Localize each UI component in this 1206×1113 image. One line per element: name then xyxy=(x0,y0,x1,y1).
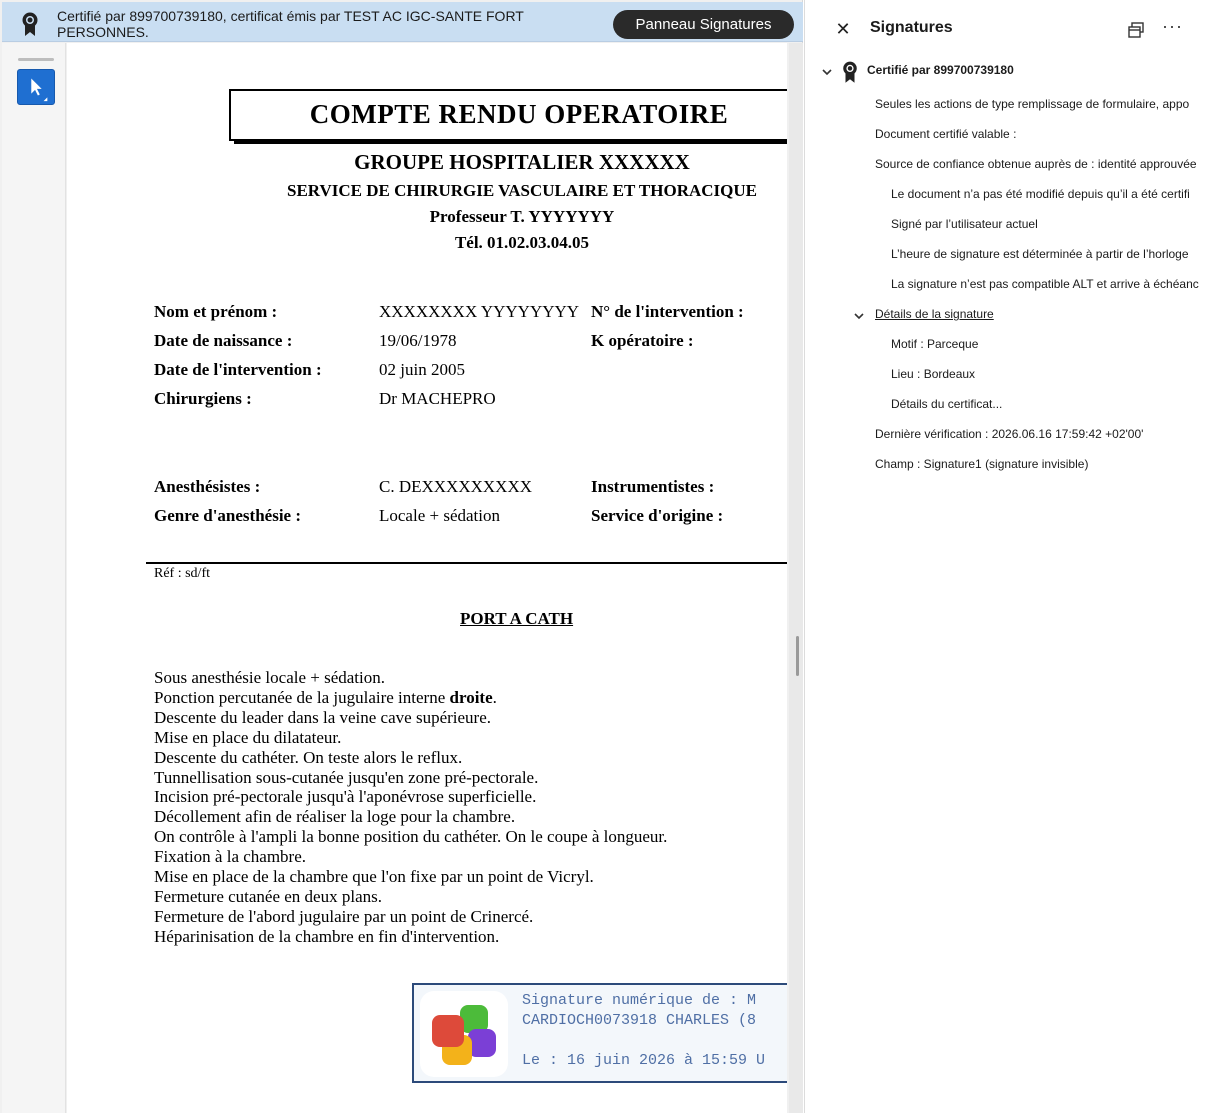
tree-item: La signature n’est pas compatible ALT et arrive à échéanc xyxy=(891,277,1199,291)
signature-line: Le : 16 juin 2026 à 15:59 U xyxy=(522,1052,766,1069)
body-line: Fixation à la chambre. xyxy=(154,847,307,867)
panel-title: Signatures xyxy=(870,19,953,36)
tree-item: Source de confiance obtenue auprès de : identité approuvée xyxy=(875,157,1197,171)
detail-reason: Motif : Parceque xyxy=(891,337,979,351)
windows-icon[interactable] xyxy=(1127,21,1145,39)
tree-item: Le document n’a pas été modifié depuis qu’il a été certifi xyxy=(891,187,1190,201)
tree-item: L’heure de signature est déterminée à partir de l’horloge xyxy=(891,247,1189,261)
procedure-title: PORT A CATH xyxy=(460,609,574,628)
more-options-icon[interactable]: ··· xyxy=(1162,16,1183,36)
intervention-date-value: 02 juin 2005 xyxy=(379,360,465,379)
birth-date-label: Date de naissance : xyxy=(154,331,293,350)
body-line-suffix: . xyxy=(492,687,497,707)
body-line: Fermeture de l'abord jugulaire par un point de Crinercé. xyxy=(154,906,534,926)
body-line: Fermeture cutanée en deux plans. xyxy=(154,886,382,906)
tree-item: Signé par l’utilisateur actuel xyxy=(891,217,1038,231)
body-line-text: Ponction percutanée de la jugulaire interne xyxy=(154,687,450,707)
instrumentists-label: Instrumentistes : xyxy=(591,477,715,496)
certificate-ribbon-icon xyxy=(841,60,859,84)
surgeons-value: Dr MACHEPRO xyxy=(379,389,496,408)
certification-message: Certifié par 899700739180, certificat émis par TEST AC IGC-SANTE FORT PERSONNES. xyxy=(57,8,524,40)
anesthesia-type-label: Genre d'anesthésie : xyxy=(154,506,302,525)
anesthesia-type-value: Locale + sédation xyxy=(379,506,500,525)
certificate-ribbon-icon xyxy=(20,11,40,37)
tree-item: Seules les actions de type remplissage de formulaire, appo xyxy=(875,97,1190,111)
panel-resize-handle[interactable] xyxy=(796,636,799,676)
certification-bar xyxy=(2,2,803,42)
name-value: XXXXXXXX YYYYYYYY xyxy=(379,302,580,321)
body-line: Mise en place du dilatateur. xyxy=(154,727,342,747)
k-operatoire-label: K opératoire : xyxy=(591,331,694,350)
hospital-name: GROUPE HOSPITALIER XXXXXX xyxy=(354,150,690,174)
cursor-arrow-icon xyxy=(18,70,54,104)
phone-number: Tél. 01.02.03.04.05 xyxy=(454,233,590,252)
certificate-details-link[interactable]: Détails du certificat... xyxy=(891,397,1003,411)
reference: Réf : sd/ft xyxy=(154,566,210,581)
section-divider xyxy=(146,562,787,564)
signatures-panel xyxy=(804,0,1206,1113)
left-toolbar xyxy=(2,43,66,1113)
chevron-down-icon[interactable] xyxy=(853,310,865,322)
toolbar-grip[interactable] xyxy=(18,58,54,61)
intervention-number-label: N° de l'intervention : xyxy=(591,302,744,321)
signature-app-logo xyxy=(420,991,508,1077)
service-name: SERVICE DE CHIRURGIE VASCULAIRE ET THORACIQUE xyxy=(286,181,757,200)
signature-line: Signature numérique de : M xyxy=(522,992,757,1009)
close-icon[interactable]: ✕ xyxy=(835,19,851,39)
body-line xyxy=(154,688,667,708)
certified-by-node[interactable]: Certifié par 899700739180 xyxy=(867,63,1014,77)
body-line: Descente du cathéter. On teste alors le reflux. xyxy=(154,747,463,767)
surgeons-label: Chirurgiens : xyxy=(154,389,252,408)
colored-tiles-logo-icon xyxy=(420,991,508,1077)
body-line: Tunnellisation sous-cutanée jusqu'en zone pré-pectorale. xyxy=(154,767,539,787)
last-verification: Dernière vérification : 2026.06.16 17:59:42 +02'00' xyxy=(875,427,1144,441)
chevron-down-icon[interactable] xyxy=(821,66,833,78)
signature-text xyxy=(522,991,765,1071)
body-line: On contrôle à l'ampli la bonne position du cathéter. On le coupe à longueur. xyxy=(154,827,668,847)
signature-line: CARDIOCH0073918 CHARLES (8 xyxy=(522,1012,757,1029)
body-line: Sous anesthésie locale + sédation. xyxy=(154,668,386,687)
intervention-date-label: Date de l'intervention : xyxy=(154,360,322,379)
birth-date-value: 19/06/1978 xyxy=(379,331,457,350)
digital-signature-field[interactable] xyxy=(412,983,787,1083)
vertical-scrollbar[interactable] xyxy=(789,43,803,1113)
body-line: Mise en place de la chambre que l'on fixe par un point de Vicryl. xyxy=(154,867,594,887)
body-line: Incision pré-pectorale jusqu'à l'aponévrose superficielle. xyxy=(154,787,537,807)
anesthetists-value: C. DEXXXXXXXXX xyxy=(379,477,532,496)
tree-item: Document certifié valable : xyxy=(875,127,1017,141)
body-line: Décollement afin de réaliser la loge pour la chambre. xyxy=(154,807,516,827)
origin-service-label: Service d'origine : xyxy=(591,506,724,525)
document-page xyxy=(67,43,787,1113)
signature-details-toggle[interactable]: Détails de la signature xyxy=(875,307,994,321)
professor-name: Professeur T. YYYYYYY xyxy=(429,207,615,226)
body-line: Descente du leader dans la veine cave supérieure. xyxy=(154,707,491,727)
name-label: Nom et prénom : xyxy=(154,302,278,321)
body-line: Héparinisation de la chambre en fin d'intervention. xyxy=(154,926,500,946)
body-bold-word: droite xyxy=(449,687,493,707)
procedure-description xyxy=(154,668,667,947)
select-tool-button[interactable] xyxy=(17,69,55,105)
document-title: COMPTE RENDU OPERATOIRE xyxy=(309,99,729,129)
signature-field-info: Champ : Signature1 (signature invisible) xyxy=(875,457,1089,471)
anesthetists-label: Anesthésistes : xyxy=(154,477,261,496)
detail-location: Lieu : Bordeaux xyxy=(891,367,976,381)
signatures-panel-button[interactable]: Panneau Signatures xyxy=(613,10,794,39)
